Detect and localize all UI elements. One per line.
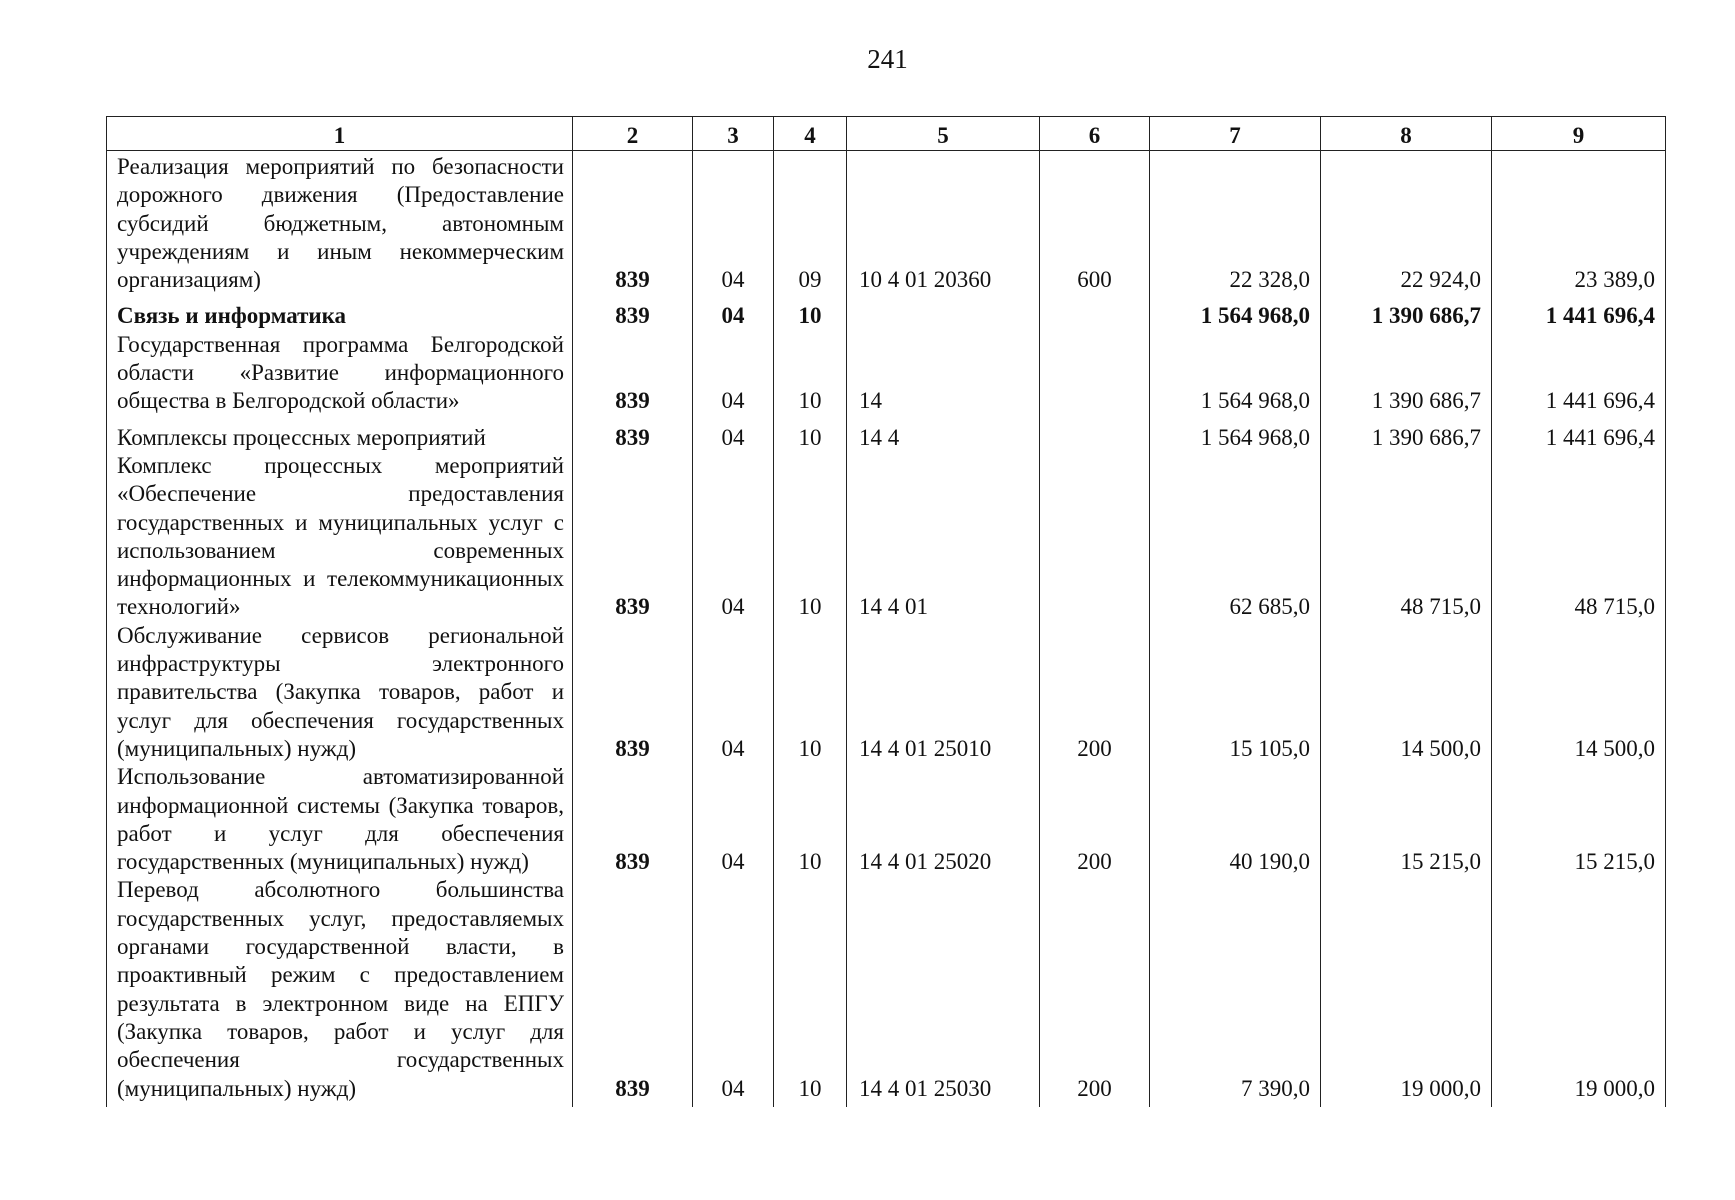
row-subsection: 10 (774, 416, 847, 452)
row-name: Комплексы процессных мероприятий (107, 416, 573, 452)
row-year1: 1 564 968,0 (1150, 294, 1321, 330)
row-ministry: 839 (573, 294, 693, 330)
row-expense-type: 200 (1040, 763, 1150, 876)
row-year1: 62 685,0 (1150, 452, 1321, 622)
row-expense-type (1040, 331, 1150, 416)
row-ministry: 839 (573, 416, 693, 452)
row-year3: 14 500,0 (1492, 622, 1666, 763)
row-year2: 1 390 686,7 (1321, 416, 1492, 452)
row-subsection: 10 (774, 622, 847, 763)
header-col-9: 9 (1492, 117, 1666, 151)
table-row (107, 876, 1666, 1106)
header-col-5: 5 (847, 117, 1040, 151)
table-row (107, 622, 1666, 763)
header-col-4: 4 (774, 117, 847, 151)
row-section: 04 (693, 763, 774, 876)
row-year2: 15 215,0 (1321, 763, 1492, 876)
row-name: Перевод абсолютного большинства государственных услуг, предоставляемых органами государственной власти, в проактивный режим с предоставлением результата в электронном виде на ЕПГУ (Закупка товаров, работ и услуг для обеспечения государственных (муниципальных) нужд) (107, 876, 573, 1106)
row-section: 04 (693, 452, 774, 622)
row-subsection: 10 (774, 876, 847, 1106)
header-col-7: 7 (1150, 117, 1321, 151)
row-year1: 22 328,0 (1150, 151, 1321, 295)
header-col-8: 8 (1321, 117, 1492, 151)
row-year1: 1 564 968,0 (1150, 331, 1321, 416)
row-subsection: 10 (774, 294, 847, 330)
row-expense-type (1040, 416, 1150, 452)
row-year3: 1 441 696,4 (1492, 331, 1666, 416)
row-expense-type (1040, 452, 1150, 622)
budget-table (106, 116, 1666, 1107)
table-row (107, 416, 1666, 452)
row-section: 04 (693, 416, 774, 452)
row-section: 04 (693, 151, 774, 295)
row-target: 10 4 01 20360 (847, 151, 1040, 295)
row-ministry: 839 (573, 622, 693, 763)
table-row (107, 151, 1666, 295)
row-target: 14 4 01 25020 (847, 763, 1040, 876)
row-year3: 23 389,0 (1492, 151, 1666, 295)
row-year2: 14 500,0 (1321, 622, 1492, 763)
row-year2: 1 390 686,7 (1321, 294, 1492, 330)
row-section: 04 (693, 876, 774, 1106)
row-expense-type: 200 (1040, 876, 1150, 1106)
row-year2: 48 715,0 (1321, 452, 1492, 622)
row-target: 14 (847, 331, 1040, 416)
row-subsection: 10 (774, 452, 847, 622)
row-year1: 1 564 968,0 (1150, 416, 1321, 452)
row-target: 14 4 01 25010 (847, 622, 1040, 763)
header-col-3: 3 (693, 117, 774, 151)
row-ministry: 839 (573, 452, 693, 622)
row-section: 04 (693, 294, 774, 330)
header-col-1: 1 (107, 117, 573, 151)
row-section: 04 (693, 622, 774, 763)
row-year3: 19 000,0 (1492, 876, 1666, 1106)
row-year1: 40 190,0 (1150, 763, 1321, 876)
row-ministry: 839 (573, 331, 693, 416)
row-year2: 1 390 686,7 (1321, 331, 1492, 416)
row-name: Использование автоматизированной информационной системы (Закупка товаров, работ и услуг для обеспечения государственных (муниципальных) нужд) (107, 763, 573, 876)
row-year3: 1 441 696,4 (1492, 294, 1666, 330)
row-year2: 19 000,0 (1321, 876, 1492, 1106)
table-row (107, 763, 1666, 876)
row-year1: 15 105,0 (1150, 622, 1321, 763)
row-subsection: 09 (774, 151, 847, 295)
page-number: 241 (867, 44, 908, 74)
row-section: 04 (693, 331, 774, 416)
row-name: Комплекс процессных мероприятий «Обеспечение предоставления государственных и муниципальных услуг с использованием современных информационных и телекоммуникационных технологий» (107, 452, 573, 622)
row-year3: 1 441 696,4 (1492, 416, 1666, 452)
header-col-2: 2 (573, 117, 693, 151)
row-name: Связь и информатика (107, 294, 573, 330)
row-target: 14 4 01 (847, 452, 1040, 622)
table-row (107, 331, 1666, 416)
row-subsection: 10 (774, 331, 847, 416)
header-col-6: 6 (1040, 117, 1150, 151)
row-ministry: 839 (573, 151, 693, 295)
row-ministry: 839 (573, 763, 693, 876)
row-expense-type: 600 (1040, 151, 1150, 295)
table-row (107, 294, 1666, 330)
row-target (847, 294, 1040, 330)
row-target: 14 4 (847, 416, 1040, 452)
row-ministry: 839 (573, 876, 693, 1106)
row-subsection: 10 (774, 763, 847, 876)
row-name: Обслуживание сервисов региональной инфраструктуры электронного правительства (Закупка товаров, работ и услуг для обеспечения государственных (муниципальных) нужд) (107, 622, 573, 763)
row-expense-type: 200 (1040, 622, 1150, 763)
row-expense-type (1040, 294, 1150, 330)
row-name: Реализация мероприятий по безопасности дорожного движения (Предоставление субсидий бюджетным, автономным учреждениям и иным некоммерческим организациям) (107, 151, 573, 295)
row-name: Государственная программа Белгородской области «Развитие информационного общества в Белгородской области» (107, 331, 573, 416)
header-row (107, 117, 1666, 151)
row-year3: 48 715,0 (1492, 452, 1666, 622)
row-year3: 15 215,0 (1492, 763, 1666, 876)
row-year2: 22 924,0 (1321, 151, 1492, 295)
table-row (107, 452, 1666, 622)
row-year1: 7 390,0 (1150, 876, 1321, 1106)
row-target: 14 4 01 25030 (847, 876, 1040, 1106)
